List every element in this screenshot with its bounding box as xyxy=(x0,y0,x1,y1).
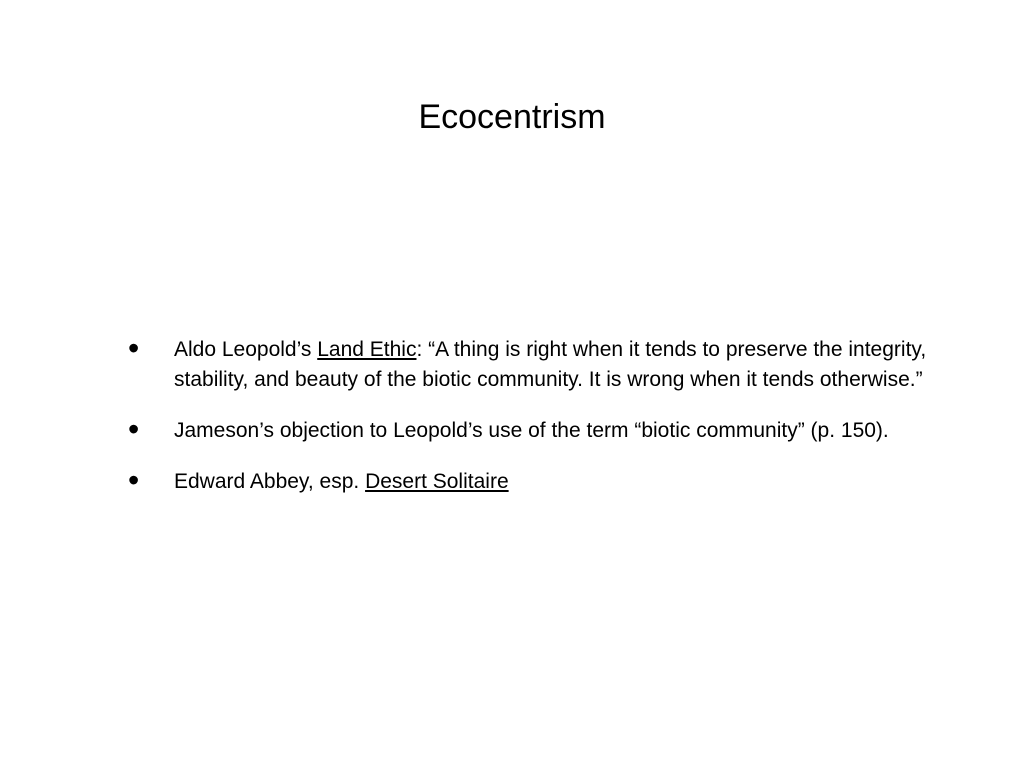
bullet-text-suffix: : “A thing is right when it tends to preserve the integrity, stability, and beauty of the biotic community. It is wrong when it tends otherwise.” xyxy=(174,338,927,391)
bullet-item-jameson-objection xyxy=(128,411,928,447)
bullet-list xyxy=(128,330,928,518)
land-ethic-link[interactable]: Land Ethic xyxy=(317,338,417,361)
bullet-item-edward-abbey xyxy=(128,462,928,498)
bullet-dot-icon: • xyxy=(128,330,140,366)
bullet-text: Jameson’s objection to Leopold’s use of the term “biotic community” (p. 150). xyxy=(174,419,889,442)
desert-solitaire-link[interactable]: Desert Solitaire xyxy=(365,470,509,493)
bullet-item-land-ethic xyxy=(128,330,928,395)
bullet-text-prefix: Edward Abbey, esp. xyxy=(174,470,366,493)
slide-title: Ecocentrism xyxy=(418,98,606,136)
bullet-dot-icon: • xyxy=(128,462,140,498)
bullet-dot-icon: • xyxy=(128,411,140,447)
bullet-text-prefix: Aldo Leopold’s xyxy=(174,338,318,361)
